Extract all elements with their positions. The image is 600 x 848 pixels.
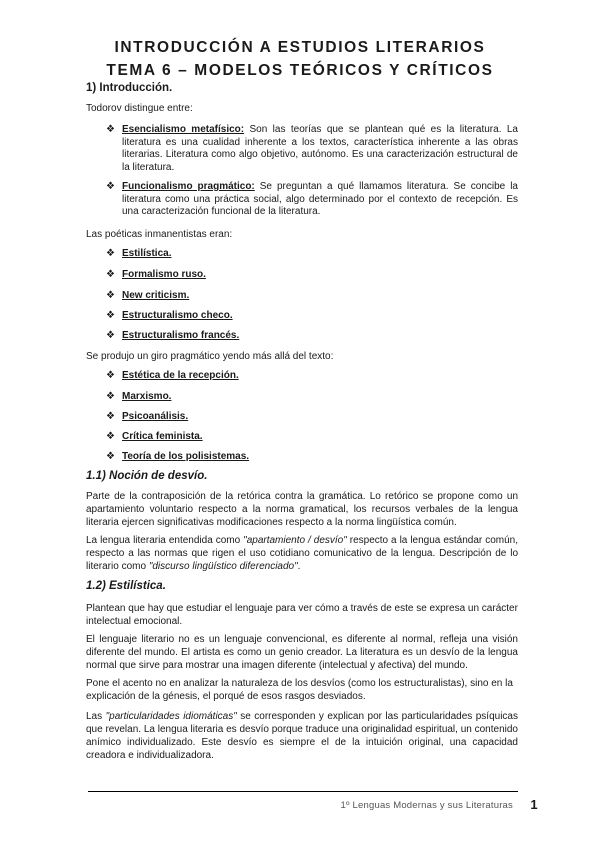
- list-item-label: Estética de la recepción.: [122, 370, 239, 381]
- paragraph-todorov: Todorov distingue entre:: [86, 103, 193, 114]
- quoted-term: "apartamiento / desvío": [243, 535, 347, 546]
- paragraph-poeticas-inmanentistas: Las poéticas inmanentistas eran:: [86, 229, 233, 240]
- section-heading-desvio: 1.1) Noción de desvío.: [86, 470, 208, 482]
- diamond-bullet-icon: ❖: [106, 330, 115, 341]
- document-subtitle: TEMA 6 – MODELOS TEÓRICOS Y CRÍTICOS: [106, 62, 494, 79]
- list-item-label: Crítica feminista.: [122, 431, 203, 442]
- diamond-bullet-icon: ❖: [106, 391, 115, 402]
- section-heading-introduccion: 1) Introducción.: [86, 82, 173, 94]
- diamond-bullet-icon: ❖: [106, 431, 115, 442]
- footer-course-label: 1º Lenguas Modernas y sus Literaturas: [340, 800, 513, 811]
- diamond-bullet-icon: ❖: [106, 370, 115, 381]
- document-title: INTRODUCCIÓN A ESTUDIOS LITERARIOS: [114, 39, 486, 56]
- paragraph-desvio-1: Parte de la contraposición de la retórica contra la gramática. Lo retórico se propone como un apartamiento voluntario respecto a la norma gramatical, los recursos verbales de la lengua literaria ejercen significativas modificaciones respecto a la norma lingüística común.: [86, 491, 518, 528]
- list-item: [106, 290, 518, 303]
- quoted-term: "particularidades idiomáticas": [105, 711, 237, 722]
- list-item: [106, 330, 518, 343]
- list-item: [106, 391, 518, 404]
- definition-text: Son las teorías que se plantean qué es la literatura. La literatura es una cualidad inherente a los textos, característica inherente a las obras literarias. Literatura como algo objetivo, autónomo. Es una caracterización estructural de la literatura.: [122, 124, 518, 173]
- diamond-bullet-icon: ❖: [106, 451, 115, 462]
- list-item: [106, 451, 518, 464]
- list-item: [106, 310, 518, 323]
- definition-item: [106, 181, 518, 219]
- list-item-label: Estructuralismo francés.: [122, 330, 240, 341]
- list-item-label: New criticism.: [122, 290, 190, 301]
- diamond-bullet-icon: ❖: [106, 269, 115, 280]
- quoted-term: "discurso lingüístico diferenciado": [148, 561, 298, 572]
- paragraph-estilistica-3: Pone el acento no en analizar la naturaleza de los desvíos (como los estructuralistas), sino en la explicación de la génesis, el porqué de esos rasgos desviados.: [86, 678, 513, 702]
- paragraph-desvio-2: La lengua literaria entendida como "apartamiento / desvío" respecto a la lengua estándar común, respecto a las normas que rigen el uso cotidiano comunicativo de la lengua. Descripción de lo literario como "discurso lingüístico diferenciado".: [86, 535, 518, 572]
- definition-term: Esencialismo metafísico:: [122, 124, 245, 135]
- diamond-bullet-icon: ❖: [106, 181, 115, 192]
- list-item: [106, 269, 518, 282]
- list-item: [106, 248, 518, 261]
- paragraph-estilistica-2: El lenguaje literario no es un lenguaje convencional, es diferente al normal, refleja una visión diferente del mundo. El artista es como un genio creador. La literatura es un desvío de la lengua normal que sirve para mostrar una imagen diferente (intelectual y afectiva) del mundo.: [86, 634, 518, 671]
- diamond-bullet-icon: ❖: [106, 411, 115, 422]
- definition-item: [106, 124, 518, 174]
- footer-divider: [88, 791, 518, 792]
- list-item-label: Marxismo.: [122, 391, 172, 402]
- list-item-label: Estructuralismo checo.: [122, 310, 233, 321]
- list-item-label: Teoría de los polisistemas.: [122, 451, 250, 462]
- list-item: [106, 431, 518, 444]
- section-heading-estilistica: 1.2) Estilística.: [86, 580, 166, 592]
- list-item: [106, 370, 518, 383]
- page-number: 1: [518, 794, 550, 816]
- list-item-label: Psicoanálisis.: [122, 411, 189, 422]
- list-item: [106, 411, 518, 424]
- paragraph-giro-pragmatico: Se produjo un giro pragmático yendo más allá del texto:: [86, 351, 334, 362]
- definition-term: Funcionalismo pragmático:: [122, 181, 255, 192]
- definition-text: Se preguntan a qué llamamos literatura. Se concibe la literatura como una práctica social, algo determinado por el contexto de recepción. Es una caracterización funcional de la literatura.: [122, 181, 518, 217]
- diamond-bullet-icon: ❖: [106, 248, 115, 259]
- list-item-label: Formalismo ruso.: [122, 269, 206, 280]
- paragraph-estilistica-4: Las "particularidades idiomáticas" se corresponden y explican por las particularidades psíquicas que revelan. La lengua literaria es desvío porque traduce una originalidad espiritual, un contenido anímico individualizado. Este desvío es siempre el de la intuición original, una capacidad creadora e individualizadora.: [86, 711, 518, 761]
- paragraph-estilistica-1: Plantean que hay que estudiar el lenguaje para ver cómo a través de este se expresa un carácter intelectual emocional.: [86, 603, 518, 627]
- diamond-bullet-icon: ❖: [106, 124, 115, 135]
- diamond-bullet-icon: ❖: [106, 290, 115, 301]
- list-item-label: Estilística.: [122, 248, 172, 259]
- diamond-bullet-icon: ❖: [106, 310, 115, 321]
